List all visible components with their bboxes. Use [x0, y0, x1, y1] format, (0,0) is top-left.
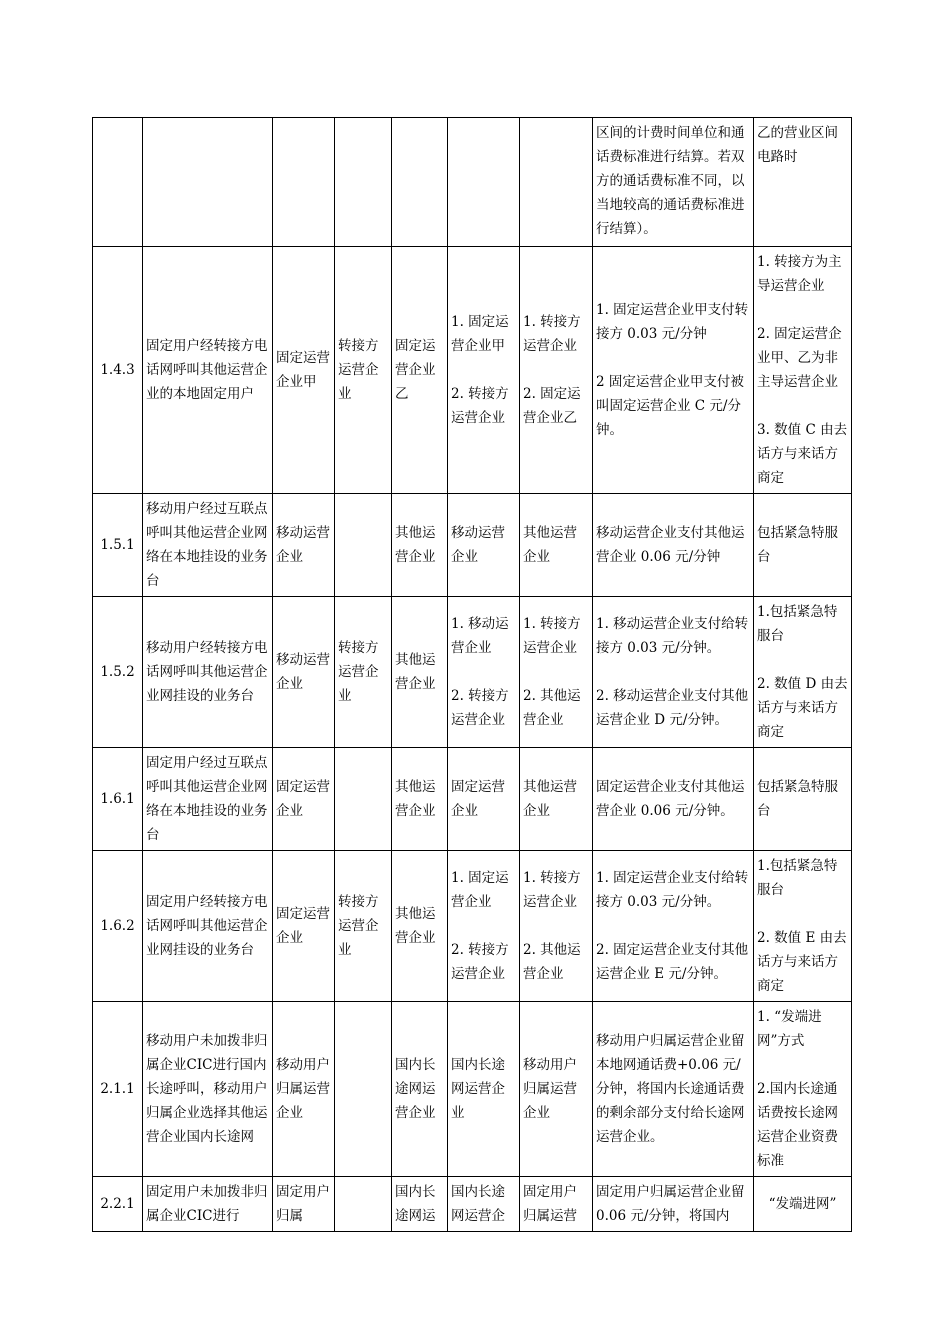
table-row — [93, 247, 852, 494]
table-row — [93, 494, 852, 597]
remarks — [754, 1177, 852, 1232]
payer-cell — [448, 851, 520, 1002]
settlement-line: 1. 固定运营企业支付给转接方 0.03 元/分钟。 — [596, 870, 749, 910]
originating-operator: 移动运营企业 — [273, 597, 335, 748]
payee-line: 2. 其他运营企业 — [523, 942, 581, 982]
settlement-line: 固定运营企业支付其他运营企业 0.06 元/分钟。 — [596, 779, 745, 819]
payer-line: 国内长途网运营企 — [451, 1184, 505, 1224]
originating-operator: 移动用户归属运营企业 — [273, 1002, 335, 1177]
table-row — [93, 1177, 852, 1232]
settlement-rule — [593, 247, 754, 494]
remark-line: 乙的营业区间电路时 — [757, 125, 838, 165]
remarks — [754, 247, 852, 494]
settlement-line: 2 固定运营企业甲支付被叫固定运营企业 C 元/分钟。 — [596, 374, 744, 438]
scenario-description: 移动用户未加拨非归属企业CIC进行国内长途呼叫，移动用户归属企业选择其他运营企业国内长途网 — [143, 1002, 273, 1177]
scenario-description: 固定用户经转接方电话网呼叫其他运营企业网挂设的业务台 — [143, 851, 273, 1002]
payee-cell — [520, 494, 593, 597]
settlement-line: 固定用户归属运营企业留 0.06 元/分钟，将国内 — [596, 1184, 745, 1224]
scenario-description: 移动用户经转接方电话网呼叫其他运营企业网挂设的业务台 — [143, 597, 273, 748]
remarks — [754, 597, 852, 748]
row-number: 1.4.3 — [93, 247, 143, 494]
remarks — [754, 494, 852, 597]
scenario-description — [143, 118, 273, 247]
payer-line: 1. 固定运营企业 — [451, 870, 509, 910]
payer-cell — [448, 247, 520, 494]
settlement-rule — [593, 851, 754, 1002]
table-row — [93, 1002, 852, 1177]
payee-line: 2. 其他运营企业 — [523, 688, 581, 728]
payer-line: 1. 固定运营企业甲 — [451, 314, 509, 354]
originating-operator: 固定运营企业 — [273, 851, 335, 1002]
payee-cell — [520, 748, 593, 851]
payer-cell — [448, 597, 520, 748]
transit-operator — [335, 118, 392, 247]
payee-cell — [520, 247, 593, 494]
payer-cell — [448, 748, 520, 851]
transit-operator — [335, 1177, 392, 1232]
row-number: 1.6.2 — [93, 851, 143, 1002]
remark-line: “发端进网” — [768, 1196, 837, 1212]
remarks — [754, 118, 852, 247]
transit-operator — [335, 748, 392, 851]
settlement-line: 2. 固定运营企业支付其他运营企业 E 元/分钟。 — [596, 942, 749, 982]
terminating-operator: 其他运营企业 — [392, 597, 448, 748]
settlement-rule — [593, 494, 754, 597]
payee-cell — [520, 118, 593, 247]
payee-line: 2. 固定运营企业乙 — [523, 386, 581, 426]
settlement-table — [92, 117, 852, 1232]
row-number — [93, 118, 143, 247]
terminating-operator: 国内长途网运营企业 — [392, 1002, 448, 1177]
table-row — [93, 597, 852, 748]
remark-line: 1. 转接方为主导运营企业 — [757, 254, 842, 294]
settlement-rule — [593, 1002, 754, 1177]
payee-line: 移动用户归属运营企业 — [523, 1057, 577, 1121]
settlement-line: 1. 固定运营企业甲支付转接方 0.03 元/分钟 — [596, 302, 749, 342]
table-row — [93, 851, 852, 1002]
settlement-line: 1. 移动运营企业支付给转接方 0.03 元/分钟。 — [596, 616, 749, 656]
scenario-description: 固定用户经过互联点呼叫其他运营企业网络在本地挂设的业务台 — [143, 748, 273, 851]
remark-line: 2.国内长途通话费按长途网运营企业资费标准 — [757, 1081, 838, 1169]
payer-cell — [448, 1177, 520, 1232]
payee-line: 1. 转接方运营企业 — [523, 314, 581, 354]
terminating-operator: 其他运营企业 — [392, 748, 448, 851]
remark-line: 包括紧急特服台 — [757, 525, 838, 565]
remarks — [754, 1002, 852, 1177]
row-number: 1.6.1 — [93, 748, 143, 851]
remark-line: 3. 数值 C 由去话方与来话方商定 — [757, 422, 848, 486]
remark-line: 1.包括紧急特服台 — [757, 858, 838, 898]
table-row — [93, 748, 852, 851]
remarks — [754, 851, 852, 1002]
remark-line: 包括紧急特服台 — [757, 779, 838, 819]
remark-line: 2. 数值 E 由去话方与来话方商定 — [757, 930, 847, 994]
scenario-description: 固定用户经转接方电话网呼叫其他运营企业的本地固定用户 — [143, 247, 273, 494]
scenario-description: 固定用户未加拨非归属企业CIC进行 — [143, 1177, 273, 1232]
payer-line: 固定运营企业 — [451, 779, 505, 819]
transit-operator: 转接方运营企业 — [335, 597, 392, 748]
payer-cell — [448, 494, 520, 597]
terminating-operator: 其他运营企业 — [392, 494, 448, 597]
payee-cell — [520, 1002, 593, 1177]
remark-line: 1. “发端进网”方式 — [757, 1009, 822, 1049]
terminating-operator: 固定运营企业乙 — [392, 247, 448, 494]
payer-line: 2. 转接方运营企业 — [451, 688, 509, 728]
payee-line: 其他运营企业 — [523, 525, 577, 565]
payee-line: 1. 转接方运营企业 — [523, 616, 581, 656]
payee-line: 固定用户归属运营 — [523, 1184, 577, 1224]
settlement-line: 移动运营企业支付其他运营企业 0.06 元/分钟 — [596, 525, 745, 565]
payee-cell — [520, 851, 593, 1002]
transit-operator: 转接方运营企业 — [335, 851, 392, 1002]
payer-line: 2. 转接方运营企业 — [451, 386, 509, 426]
originating-operator — [273, 118, 335, 247]
transit-operator — [335, 494, 392, 597]
payer-line: 1. 移动运营企业 — [451, 616, 509, 656]
settlement-rule — [593, 1177, 754, 1232]
originating-operator: 移动运营企业 — [273, 494, 335, 597]
payee-line: 1. 转接方运营企业 — [523, 870, 581, 910]
table-row — [93, 118, 852, 247]
remark-line: 2. 数值 D 由去话方与来话方商定 — [757, 676, 848, 740]
row-number: 1.5.1 — [93, 494, 143, 597]
payer-cell — [448, 1002, 520, 1177]
remark-line: 1.包括紧急特服台 — [757, 604, 838, 644]
remarks — [754, 748, 852, 851]
originating-operator: 固定用户归属 — [273, 1177, 335, 1232]
terminating-operator — [392, 118, 448, 247]
settlement-rule — [593, 118, 754, 247]
payer-line: 国内长途网运营企业 — [451, 1057, 505, 1121]
settlement-rule — [593, 748, 754, 851]
row-number: 1.5.2 — [93, 597, 143, 748]
originating-operator: 固定运营企业 — [273, 748, 335, 851]
row-number: 2.1.1 — [93, 1002, 143, 1177]
settlement-line: 移动用户归属运营企业留本地网通话费+0.06 元/分钟，将国内长途通话费的剩余部分支付给长途网运营企业。 — [596, 1033, 745, 1145]
terminating-operator: 其他运营企业 — [392, 851, 448, 1002]
payee-line: 其他运营企业 — [523, 779, 577, 819]
originating-operator: 固定运营企业甲 — [273, 247, 335, 494]
settlement-line: 区间的计费时间单位和通话费标准进行结算。若双方的通话费标准不同，以当地较高的通话费标准进行结算）。 — [596, 125, 745, 237]
payer-line: 2. 转接方运营企业 — [451, 942, 509, 982]
payee-cell — [520, 1177, 593, 1232]
transit-operator — [335, 1002, 392, 1177]
settlement-line: 2. 移动运营企业支付其他运营企业 D 元/分钟。 — [596, 688, 749, 728]
remark-line: 2. 固定运营企业甲、乙为非主导运营企业 — [757, 326, 842, 390]
payer-cell — [448, 118, 520, 247]
payer-line: 移动运营企业 — [451, 525, 505, 565]
payee-cell — [520, 597, 593, 748]
scenario-description: 移动用户经过互联点呼叫其他运营企业网络在本地挂设的业务台 — [143, 494, 273, 597]
settlement-rule — [593, 597, 754, 748]
row-number: 2.2.1 — [93, 1177, 143, 1232]
transit-operator: 转接方运营企业 — [335, 247, 392, 494]
terminating-operator: 国内长途网运 — [392, 1177, 448, 1232]
